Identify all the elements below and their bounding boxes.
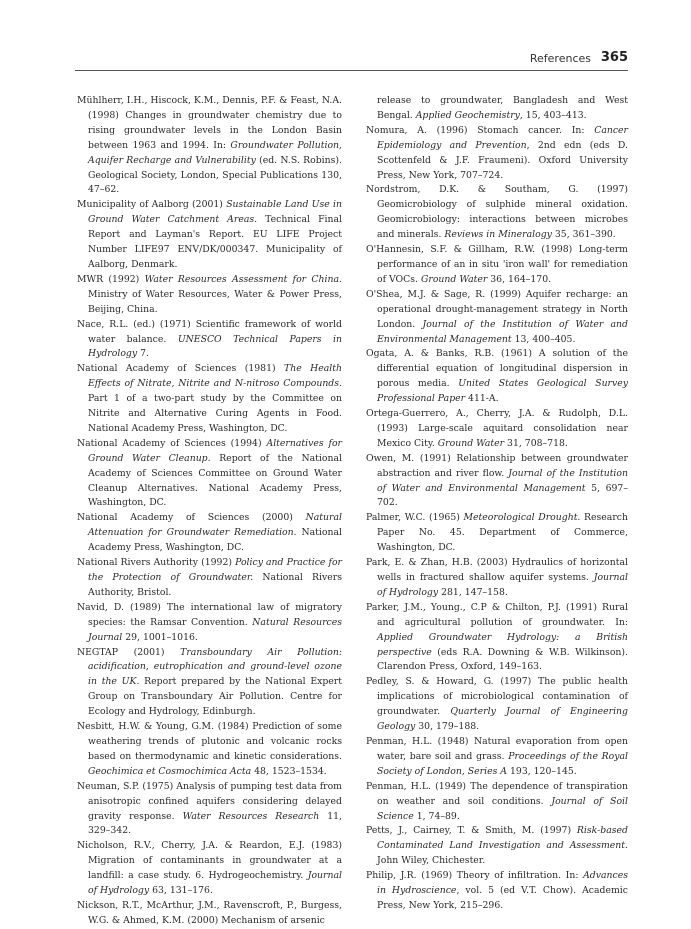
reference-details: , vol. 5 (ed V.T. Chow). Academic Press, New York, 215–296.: [377, 885, 628, 911]
reference-text: Ortega-Guerrero, A., Cherry, J.A. & Rudolph, D.L. (1993) Large-scale aquitard consolidation near Mexico City.: [366, 408, 628, 449]
reference-source-title: Journal of Soil Science: [377, 795, 628, 822]
reference-details: Report of the National Academy of Sciences Committee on Ground Water Cleanup Alternatives. National Academy Press, Washington, DC.: [88, 452, 342, 509]
reference-entry: [366, 780, 628, 825]
reference-details: Technical Final Report and Layman's Report. EU LIFE Project Number LIFE97 ENV/DK/000347. Municipality of Aalborg, Denmark.: [88, 214, 342, 270]
right-column: [366, 94, 628, 914]
reference-details: National Rivers Authority, Bristol.: [88, 572, 342, 598]
reference-text: Parker, J.M., Young., C.P & Chilton, P.J. (1991) Rural and agricultural pollution of groundwater. In:: [366, 601, 628, 628]
reference-text: Nomura, A. (1996) Stomach cancer. In:: [366, 124, 595, 136]
reference-source-title: Advances in Hydroscience: [377, 870, 628, 897]
reference-text: National Academy of Sciences (1981): [77, 363, 285, 375]
reference-source-title: United States Geological Survey Professional Paper: [377, 378, 629, 405]
reference-entry: [77, 198, 342, 273]
reference-entry: [366, 824, 628, 869]
reference-details: Ministry of Water Resources, Water & Power Press, Beijing, China.: [88, 288, 342, 315]
reference-details: John Wiley, Chichester.: [377, 855, 486, 867]
reference-source-title: Journal of Hydrology: [88, 870, 342, 897]
reference-entry: [77, 273, 342, 318]
reference-details: National Academy Press, Washington, DC.: [88, 527, 342, 554]
reference-entry: [77, 511, 342, 556]
reference-text: Municipality of Aalborg (2001): [77, 199, 227, 211]
reference-source-title: Transboundary Air Pollution: acidification, eutrophication and ground-level ozone in the UK.: [88, 646, 342, 688]
reference-entry: [77, 780, 342, 840]
reference-text: Nickson, R.T., McArthur, J.M., Ravenscroft, P., Burgess, W.G. & Ahmed, K.M. (2000) Mechanism of arsenic: [77, 899, 342, 926]
reference-source-title: Water Resources Assessment for China.: [144, 273, 342, 285]
reference-text: Nordstrom, D.K. & Southam, G. (1997) Geomicrobiology of sulphide mineral oxidation. Geomicrobiology: interactions between microbes and minerals.: [366, 184, 628, 241]
reference-text: MWR (1992): [77, 273, 145, 285]
reference-entry: [366, 869, 628, 914]
reference-source-title: Applied Groundwater Hydrology: a British perspective: [377, 631, 628, 658]
reference-entry: [77, 601, 342, 646]
reference-text: Pedley, S. & Howard, G. (1997) The public health implications of microbiological contamination of groundwater.: [366, 676, 628, 718]
reference-source-title: The Health Effects of Nitrate, Nitrite and N-nitroso Compounds.: [88, 363, 343, 390]
reference-details: Research Paper No. 45. Department of Commerce, Washington, DC.: [377, 512, 628, 554]
reference-details: 11, 329–342.: [88, 810, 342, 837]
reference-text: National Academy of Sciences (2000): [77, 512, 306, 524]
reference-entry: [366, 511, 628, 556]
reference-entry: [366, 243, 628, 288]
reference-details: 1, 74–89.: [413, 810, 460, 822]
reference-entry: [366, 94, 628, 124]
reference-details: , 2nd edn (eds D. Scottenfeld & J.F. Fraumeni). Oxford University Press, New York, 707–724.: [377, 139, 628, 181]
reference-text: National Academy of Sciences (1994): [77, 437, 267, 449]
reference-source-title: Ground Water: [437, 437, 505, 449]
reference-text: O'Hannesin, S.F. & Gillham, R.W. (1998) Long-term performance of an in situ 'iron wall' for remediation of VOCs.: [366, 244, 628, 285]
reference-source-title: UNESCO Technical Papers in Hydrology: [88, 333, 342, 360]
reference-details: 7.: [137, 348, 149, 360]
reference-entry: [77, 646, 342, 721]
reference-entry: [77, 318, 342, 363]
reference-source-title: Alternatives for Ground Water Cleanup.: [88, 437, 343, 464]
reference-source-title: Water Resources Research: [182, 810, 320, 822]
reference-entry: [366, 183, 628, 243]
reference-details: 193, 120–145.: [507, 765, 577, 777]
reference-text: Neuman, S.P. (1975) Analysis of pumping test data from anisotropic confined aquifers considering delayed gravity response.: [77, 780, 342, 822]
reference-text: Nesbitt, H.W. & Young, G.M. (1984) Prediction of some weathering trends of plutonic and volcanic rocks based on thermodynamic and kinetic considerations.: [77, 721, 342, 762]
reference-source-title: Policy and Practice for the Protection of Groundwater.: [88, 557, 342, 583]
reference-text: release to groundwater, Bangladesh and West Bengal.: [377, 95, 628, 121]
reference-text: Palmer, W.C. (1965): [366, 512, 464, 524]
reference-source-title: Sustainable Land Use in Ground Water Catchment Areas.: [88, 199, 342, 226]
reference-entry: [77, 94, 342, 198]
reference-text: National Rivers Authority (1992): [77, 557, 236, 569]
reference-details: Part 1 of a two-part study by the Committee on Nitrite and Alternative Curing Agents in Food. National Academy Press, Washington, DC.: [88, 393, 342, 434]
reference-details: 36, 164–170.: [487, 273, 552, 285]
reference-details: (eds R.A. Downing & W.B. Wilkinson). Clarendon Press, Oxford, 149–163.: [377, 646, 628, 673]
reference-entry: [77, 720, 342, 780]
reference-details: 30, 179–188.: [415, 721, 480, 733]
reference-text: Mühlherr, I.H., Hiscock, K.M., Dennis, P.F. & Feast, N.A. (1998) Changes in groundwater chemistry due to rising groundwater levels in the London Basin between 1963 and 1994. In:: [77, 95, 342, 151]
reference-entry: [366, 601, 628, 676]
reference-entry: [77, 839, 342, 899]
reference-details: 63, 131–176.: [149, 885, 213, 897]
reference-details: 411-A.: [465, 393, 499, 405]
reference-source-title: Natural Attenuation for Groundwater Remediation.: [88, 512, 342, 539]
reference-text: Petts, J., Cairney, T. & Smith, M. (1997): [366, 825, 577, 837]
reference-source-title: Geochimica et Cosmochimica Acta: [88, 765, 252, 777]
reference-entry: [366, 735, 628, 780]
reference-source-title: Journal of the Institution of Water and Environmental Management: [377, 318, 628, 345]
reference-text: O'Shea, M.J. & Sage, R. (1999) Aquifer recharge: an operational drought-management strategy in North London.: [366, 288, 628, 330]
reference-details: 5, 697–702.: [377, 482, 628, 509]
reference-source-title: Cancer Epidemiology and Prevention: [377, 124, 628, 151]
reference-details: 31, 708–718.: [504, 437, 568, 449]
reference-details: , 15, 403–413.: [519, 109, 587, 121]
reference-text: Philip, J.R. (1969) Theory of infiltration. In:: [366, 870, 584, 882]
reference-details: (ed. N.S. Robins). Geological Society, London, Special Publications 130, 47–62.: [88, 154, 342, 196]
reference-text: Nicholson, R.V., Cherry, J.A. & Reardon, E.J. (1983) Migration of contaminants in groundwater at a landfill: a case study. 6. Hydrogeochemistry.: [77, 840, 342, 882]
reference-entry: [366, 124, 628, 184]
reference-text: Penman, H.L. (1948) Natural evaporation from open water, bare soil and grass.: [366, 735, 628, 762]
reference-details: 29, 1001–1016.: [122, 631, 198, 643]
reference-text: NEGTAP (2001): [77, 646, 181, 658]
reference-source-title: Quarterly Journal of Engineering Geology: [377, 706, 628, 733]
reference-source-title: Applied Geochemistry: [415, 109, 520, 121]
reference-details: 13, 400–405.: [511, 333, 576, 345]
reference-details: 35, 361–390.: [551, 229, 616, 241]
reference-source-title: Journal of Hydrology: [377, 572, 628, 598]
reference-details: Report prepared by the National Expert Group on Transboundary Air Pollution. Centre for Ecology and Hydrology, Edinburgh.: [88, 676, 342, 718]
reference-text: Owen, M. (1991) Relationship between groundwater abstraction and river flow.: [366, 452, 628, 479]
reference-source-title: Meteorological Drought.: [463, 512, 581, 524]
reference-text: Nace, R.L. (ed.) (1971) Scientific framework of world water balance.: [77, 318, 342, 345]
reference-text: Park, E. & Zhan, H.B. (2003) Hydraulics of horizontal wells in fractured shallow aquifer systems.: [366, 557, 628, 583]
reference-source-title: Proceedings of the Royal Society of London, Series A: [377, 750, 628, 777]
reference-source-title: Reviews in Mineralogy: [444, 229, 552, 241]
reference-source-title: Journal of the Institution of Water and Environmental Management: [377, 467, 628, 494]
reference-entry: [77, 556, 342, 601]
reference-entry: [366, 556, 628, 601]
reference-details: 48, 1523–1534.: [251, 765, 327, 777]
reference-source-title: Natural Resources Journal: [88, 616, 342, 643]
reference-entry: [366, 407, 628, 452]
section-title: References: [529, 52, 591, 65]
reference-entry: [366, 452, 628, 512]
reference-entry: [366, 675, 628, 735]
reference-details: 281, 147–158.: [438, 586, 508, 598]
reference-text: Navid, D. (1989) The international law of migratory species: the Ramsar Convention.: [77, 601, 342, 628]
reference-source-title: Risk-based Contaminated Land Investigation and Assessment.: [377, 825, 628, 852]
reference-source-title: Ground Water: [420, 273, 488, 285]
reference-entry: [366, 288, 628, 348]
reference-text: Ogata, A. & Banks, R.B. (1961) A solution of the differential equation of longitudinal dispersion in porous media.: [366, 348, 628, 390]
left-column: [77, 94, 342, 929]
running-header: [75, 48, 628, 71]
reference-entry: [77, 362, 342, 437]
page-number: 365: [600, 50, 628, 65]
reference-entry: [77, 437, 342, 512]
reference-source-title: Groundwater Pollution, Aquifer Recharge and Vulnerability: [88, 139, 342, 166]
reference-text: Penman, H.L. (1949) The dependence of transpiration on weather and soil conditions.: [366, 780, 628, 807]
reference-entry: [366, 347, 628, 407]
reference-entry: [77, 899, 342, 929]
